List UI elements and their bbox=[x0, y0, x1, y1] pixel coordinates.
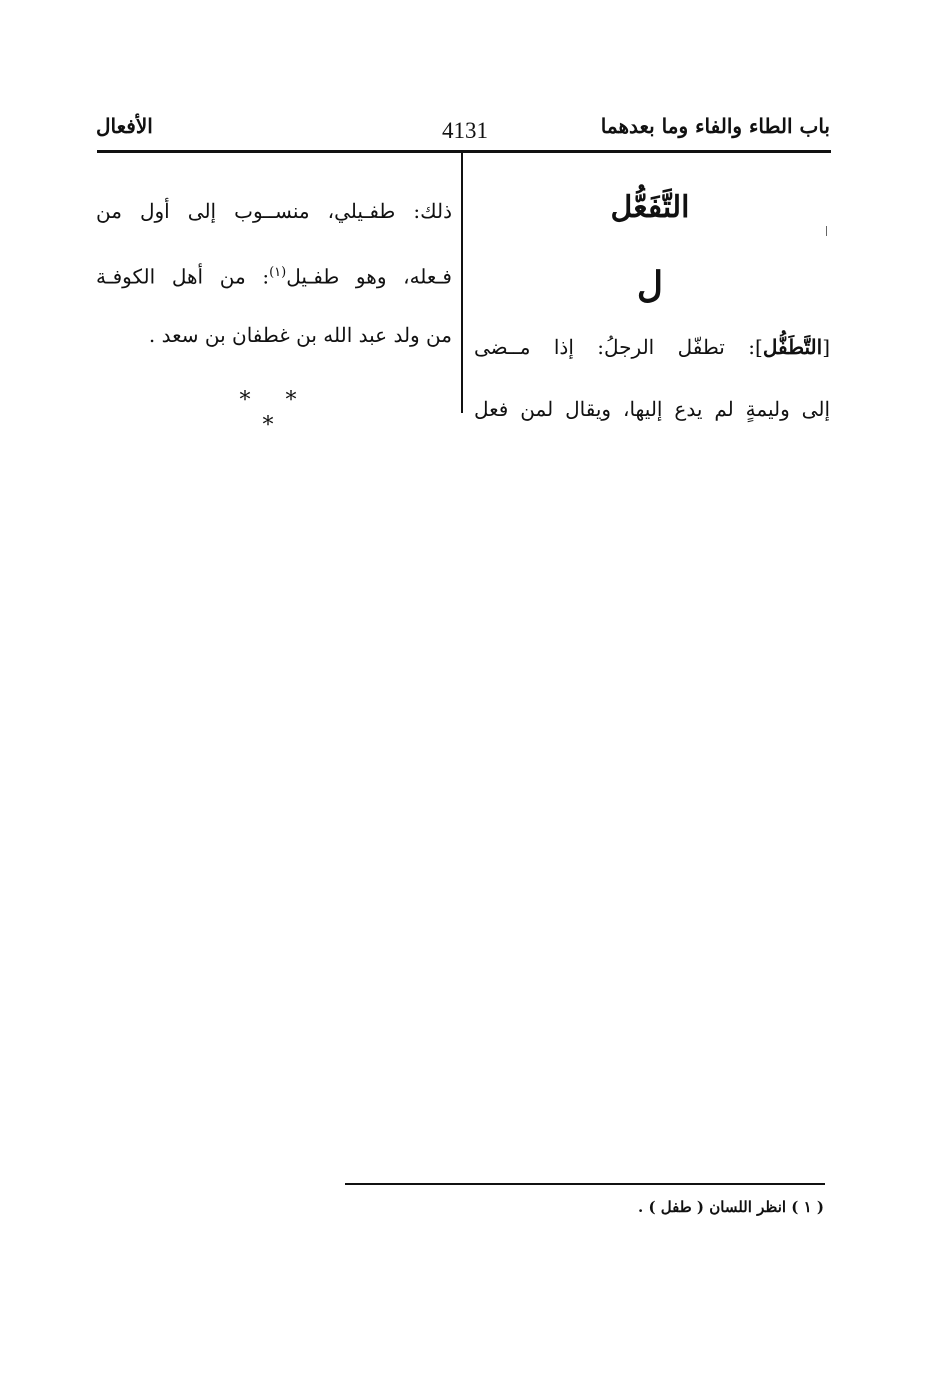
footnote-reference: (١) bbox=[269, 265, 287, 280]
footnote-rule bbox=[345, 1183, 825, 1185]
running-header-chapter: باب الطاء والفاء وما بعدهما bbox=[600, 114, 830, 138]
entry-paragraph bbox=[474, 332, 830, 456]
page-number: 4131 bbox=[442, 118, 488, 143]
footnote-text: ( ١ ) انظر اللسان ( طفل ) . bbox=[638, 1198, 824, 1216]
running-header-section: الأفعال bbox=[96, 114, 153, 138]
continuation-line-3: من ولد عبد الله بن غطفان بن سعد . bbox=[148, 323, 452, 347]
line-2-start: فـعله، وهو طفـيل bbox=[286, 264, 452, 289]
header-rule bbox=[97, 150, 831, 153]
section-separator: * * * bbox=[239, 388, 311, 438]
bracket-open: [ bbox=[822, 335, 830, 359]
entry-definition: : تطفّل الرجلُ: إذا مــضى bbox=[474, 335, 756, 359]
column-divider bbox=[461, 153, 463, 413]
margin-mark bbox=[826, 226, 827, 236]
entry-term: التَّطَفُّل bbox=[762, 335, 823, 359]
section-heading: التَّفَعُّل bbox=[610, 190, 690, 225]
continuation-paragraph bbox=[96, 196, 452, 382]
continuation-line-2 bbox=[96, 258, 452, 320]
line-2-end: : من أهل الكوفـة bbox=[96, 264, 270, 289]
continuation-line-1: ذلك: طفـيلي، منســوب إلى أول من bbox=[96, 199, 452, 223]
entry-line-2: إلى وليمةٍ لم يدع إليها، ويقال لمن فعل bbox=[474, 397, 830, 421]
root-letter-heading: ل bbox=[636, 264, 664, 306]
bracket-close: ] bbox=[755, 335, 763, 359]
entry-line-1 bbox=[474, 332, 830, 394]
